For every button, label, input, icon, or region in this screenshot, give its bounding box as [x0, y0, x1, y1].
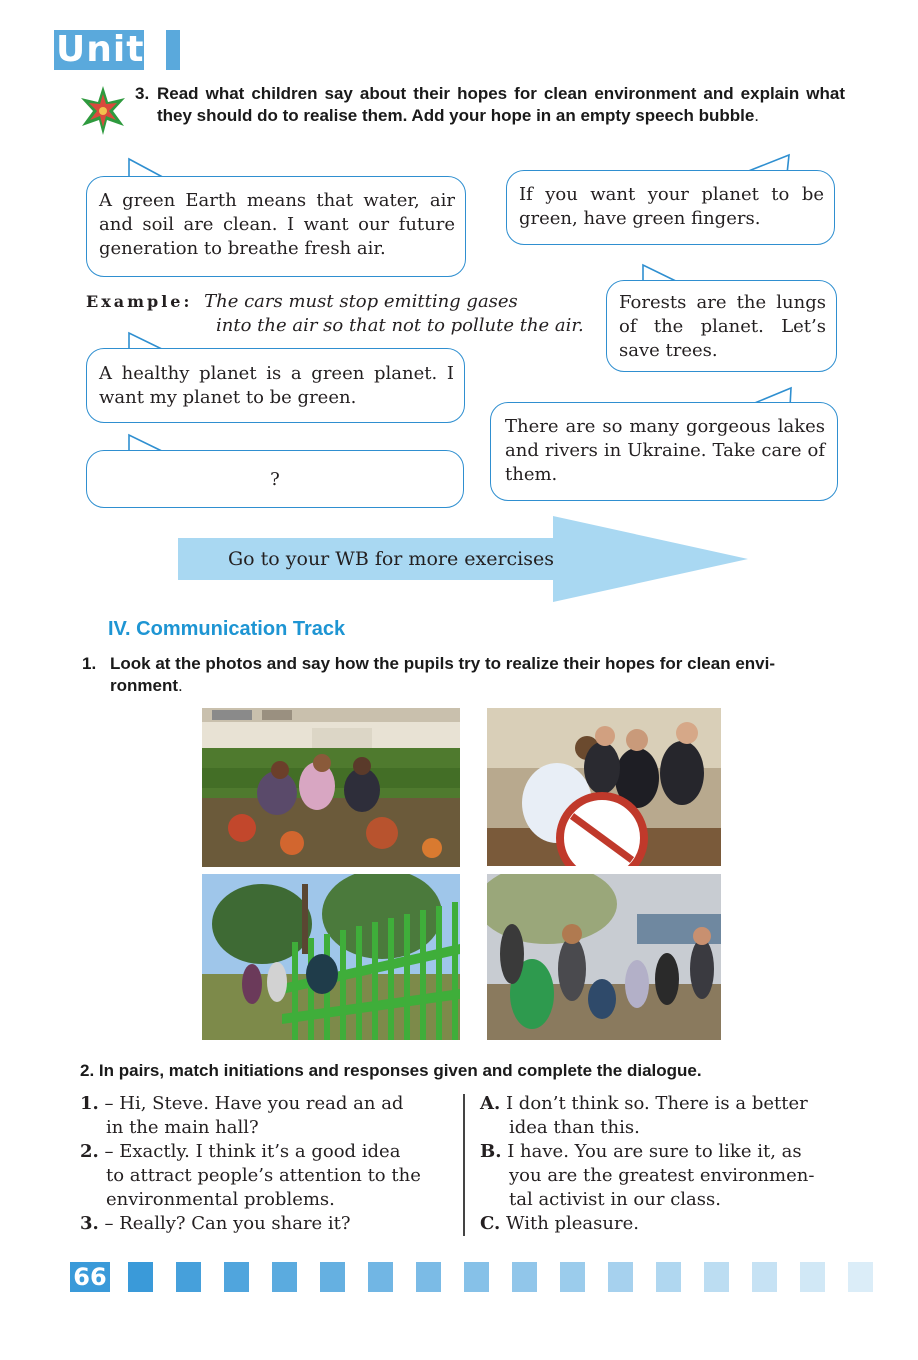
bubble-text: Forests are the lungs of the planet. Let’s save trees. — [619, 292, 826, 361]
response-b: B. I have. You are sure to like it, as you are the greatest environmen- tal activist in our class. — [480, 1141, 815, 1210]
example-text-1: The cars must stop emitting gases — [204, 291, 518, 312]
footer-square — [848, 1262, 873, 1292]
response-a: A. I don’t think so. There is a better idea than this. — [480, 1093, 808, 1138]
unit-number: 2 — [56, 69, 83, 110]
speech-bubble — [506, 170, 835, 245]
page-number: 66 — [70, 1262, 110, 1292]
initiation-3: 3. – Really? Can you share it? — [80, 1213, 351, 1234]
bubble-text: There are so many gorgeous lakes and rivers in Ukraine. Take care of them. — [505, 416, 825, 485]
footer-square — [800, 1262, 825, 1292]
footer-square — [128, 1262, 153, 1292]
footer-square — [320, 1262, 345, 1292]
photo-no-litter-sign — [487, 708, 721, 866]
response-c: C. With pleasure. — [480, 1213, 639, 1234]
footer-square — [416, 1262, 441, 1292]
speech-bubble — [490, 402, 838, 501]
column-divider — [463, 1094, 465, 1236]
footer-square — [608, 1262, 633, 1292]
footer-square — [272, 1262, 297, 1292]
footer-square — [656, 1262, 681, 1292]
bubble-text: A green Earth means that water, air and soil are clean. I want our future generation to breathe fresh air. — [99, 190, 455, 259]
bubble-question-mark: ? — [270, 469, 280, 490]
unit-word: Unit — [56, 29, 145, 70]
footer-square — [752, 1262, 777, 1292]
task3-number: 3. — [135, 84, 150, 103]
bubble-text: If you want your planet to be green, have green fingers. — [519, 184, 824, 229]
example-line-1 — [86, 290, 518, 314]
footer-square — [560, 1262, 585, 1292]
footer-square — [176, 1262, 201, 1292]
task3-instruction: 3. Read what children say about their hopes for clean environment and explain what they should do to realise them. Add your hope in an empty speech bubble. — [135, 84, 845, 125]
example-text-2: into the air so that not to pollute the air. — [216, 315, 584, 336]
speech-bubble — [86, 176, 466, 277]
initiation-2: 2. – Exactly. I think it’s a good idea to attract people’s attention to the environmental problems. — [80, 1141, 421, 1210]
star-icon — [78, 84, 128, 136]
footer-square — [464, 1262, 489, 1292]
photo-cleanup-bags — [487, 874, 721, 1040]
task2-instruction: 2. In pairs, match initiations and responses given and complete the dialogue. — [80, 1061, 702, 1080]
task1-number: 1. — [82, 654, 97, 673]
example-label: Example: — [86, 292, 193, 311]
photo-green-fence — [202, 874, 460, 1040]
speech-bubble — [606, 280, 837, 372]
example-line-2 — [216, 314, 584, 338]
unit-tag — [54, 29, 180, 110]
photo-garden-planting — [202, 708, 460, 867]
footer-square — [368, 1262, 393, 1292]
empty-speech-bubble — [86, 450, 464, 508]
footer-square — [224, 1262, 249, 1292]
footer-square — [512, 1262, 537, 1292]
section-title: IV. Communication Track — [108, 618, 346, 640]
initiation-1: 1. – Hi, Steve. Have you read an ad in the main hall? — [80, 1093, 404, 1138]
footer-square — [704, 1262, 729, 1292]
bubble-text: A healthy planet is a green planet. I want my planet to be green. — [99, 363, 454, 408]
task1-instruction: 1. Look at the photos and say how the pupils try to realize their hopes for clean envi- ronment. — [82, 654, 775, 695]
speech-bubble — [86, 348, 465, 423]
wb-banner-text: Go to your WB for more exercises — [228, 548, 554, 570]
